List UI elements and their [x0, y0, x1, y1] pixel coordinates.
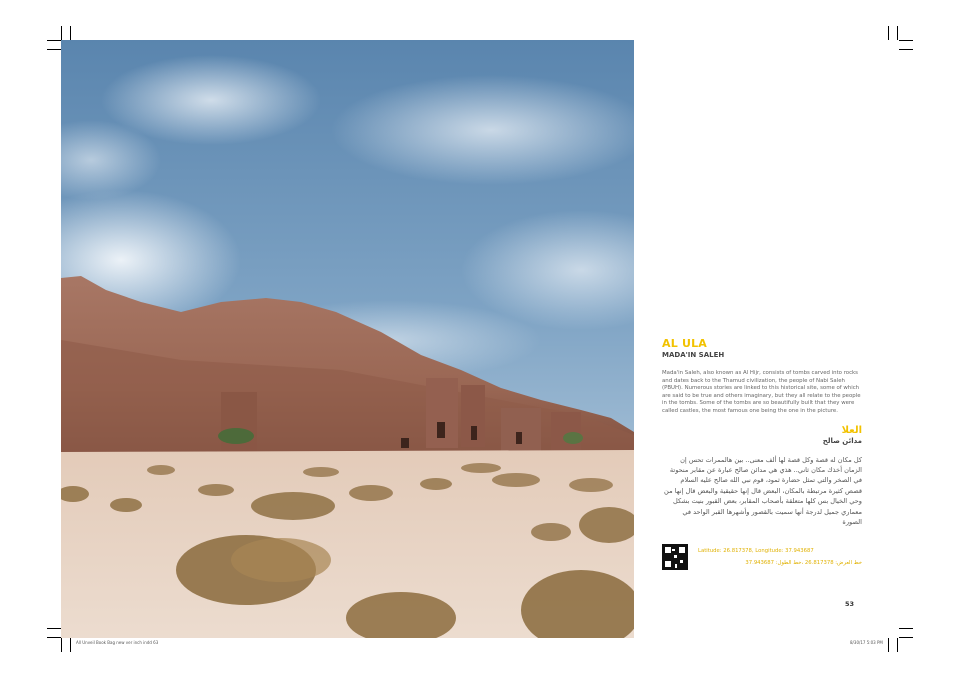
- crop-mark: [70, 26, 71, 40]
- section-subtitle: MADA'IN SALEH: [662, 351, 725, 359]
- crop-mark: [61, 638, 62, 652]
- body-text-arabic: كل مكان له قصة وكل قصة لها ألف معنى.. بين هالممرات تحس إن الزمان أخذك مكان ثاني.. هذي هي مدائن صالح عبارة عن مقابر منحوتة في الصخر والتي تمثل حضارة ثمود، قوم نبي الله صالح عليه السلام قصص كثيرة مرتبطة بالمكان، البعض قال إنها حقيقية والبعض قال إنها من وحي الخيال بس كلها متعلقة بأصحاب المقابر، بعض القبور بنيت بشكل معماري جميل لدرجة أنها سميت بالقصور وأشهرها القبر الواحد في الصورة: [664, 455, 862, 526]
- crop-mark: [888, 26, 889, 40]
- landscape-photo-illustration: [61, 40, 634, 638]
- coordinates-arabic: خط العرض: 26.817378 ،خط الطول: 37.943687: [745, 560, 862, 566]
- print-slug-left: All Unveil Book Bag new ver inch indd 63: [76, 640, 159, 645]
- crop-mark: [899, 49, 913, 50]
- crop-mark: [897, 638, 898, 652]
- crop-mark: [897, 26, 898, 40]
- crop-mark: [899, 40, 913, 41]
- crop-mark: [61, 26, 62, 40]
- crop-mark: [899, 628, 913, 629]
- article-text: [662, 337, 862, 527]
- page-number: 53: [845, 600, 855, 608]
- coordinates-english: Latitude: 26.817378, Longitude: 37.943687: [698, 548, 814, 554]
- crop-mark: [899, 637, 913, 638]
- location-info: [662, 544, 862, 572]
- crop-mark: [47, 40, 61, 41]
- section-title-arabic: العلا: [841, 424, 862, 436]
- crop-mark: [888, 638, 889, 652]
- section-title: AL ULA: [662, 337, 708, 350]
- madain-saleh-photo: [61, 40, 634, 638]
- crop-mark: [47, 637, 61, 638]
- body-text-english: Mada'in Saleh, also known as Al Hijr, consists of tombs carved into rocks and dates back to the Thamud civilization, the people of Nabi Saleh (PBUH). Numerous stories are linked to this historical site, some of which are said to be true and others imaginary, but they all relate to the people in the tombs. Some of the tombs are so beautifully built that they were called castles, the most famous one being the one in the picture.: [662, 370, 861, 414]
- print-slug-right: 8/30/17 5:03 PM: [850, 640, 883, 645]
- crop-mark: [47, 49, 61, 50]
- crop-mark: [47, 628, 61, 629]
- arabic-block: [662, 425, 862, 528]
- section-subtitle-arabic: مدائن صالح: [822, 436, 862, 445]
- crop-mark: [70, 638, 71, 652]
- qr-code-icon[interactable]: [662, 544, 688, 570]
